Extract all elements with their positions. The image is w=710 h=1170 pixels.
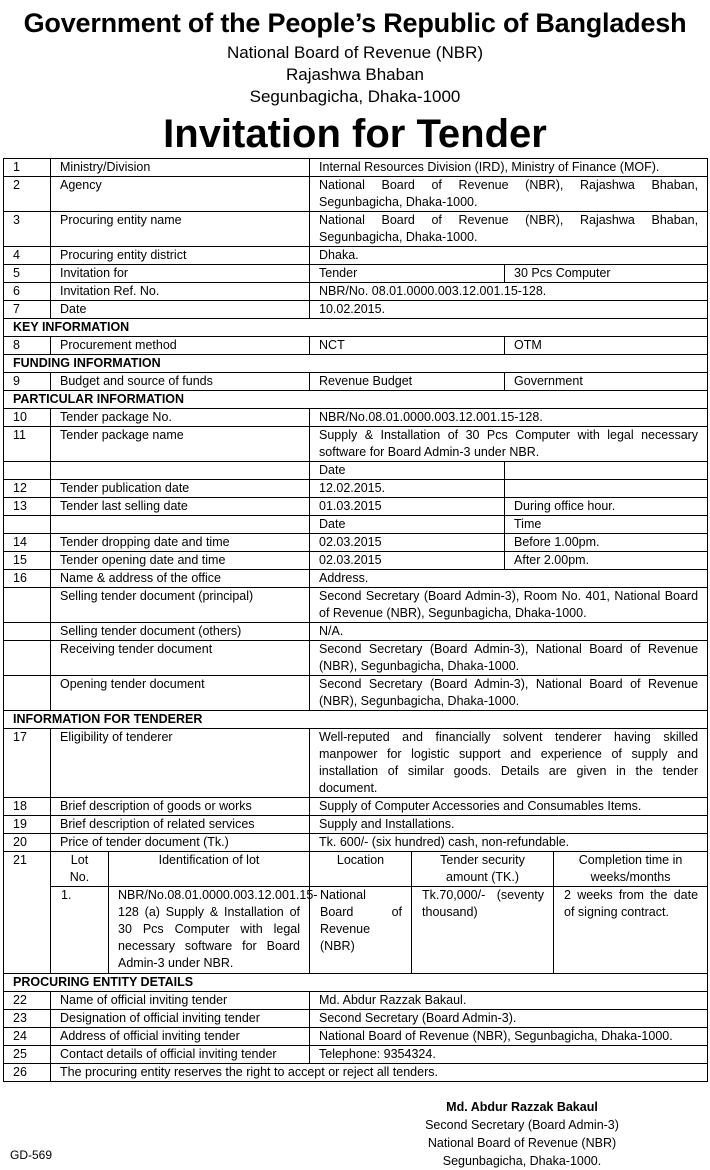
section-heading: PARTICULAR INFORMATION	[4, 391, 708, 409]
table-row: 9 Budget and source of funds Revenue Budget Government	[4, 373, 708, 391]
table-row: Opening tender document Second Secretary (Board Admin-3), National Board of Revenue (NBR), Segunbagicha, Dhaka-1000.	[4, 676, 708, 711]
table-row: 16 Name & address of the office Address.	[4, 570, 708, 588]
table-row: 3 Procuring entity name National Board of Revenue (NBR), Rajashwa Bhaban, Segunbagicha, Dhaka-1000.	[4, 212, 708, 247]
signatory-name: Md. Abdur Razzak Bakaul	[446, 1100, 598, 1114]
table-row: 14 Tender dropping date and time 02.03.2015 Before 1.00pm.	[4, 534, 708, 552]
table-row: 19 Brief description of related services Supply and Installations.	[4, 816, 708, 834]
section-heading: PROCURING ENTITY DETAILS	[4, 974, 708, 992]
footer-code: GD-569	[10, 1148, 53, 1162]
table-row: 23 Designation of official inviting tender Second Secretary (Board Admin-3).	[4, 1010, 708, 1028]
signatory-designation: Second Secretary (Board Admin-3)	[425, 1118, 619, 1132]
table-row: 5 Invitation for Tender 30 Pcs Computer	[4, 265, 708, 283]
table-row: 15 Tender opening date and time 02.03.2015 After 2.00pm.	[4, 552, 708, 570]
table-row: 20 Price of tender document (Tk.) Tk. 600/- (six hundred) cash, non-refundable.	[4, 834, 708, 852]
table-row: 12 Tender publication date 12.02.2015.	[4, 480, 708, 498]
table-row: 26 The procuring entity reserves the right to accept or reject all tenders.	[4, 1064, 708, 1082]
table-row: 22 Name of official inviting tender Md. Abdur Razzak Bakaul.	[4, 992, 708, 1010]
board-name: National Board of Revenue (NBR)	[226, 43, 484, 62]
table-row: Selling tender document (principal) Second Secretary (Board Admin-3), Room No. 401, National Board of Revenue (NBR), Segunbagicha, Dhaka-1000.	[4, 588, 708, 623]
building-name: Rajashwa Bhaban	[286, 65, 424, 84]
table-row: Date	[4, 462, 708, 480]
signatory-address: Segunbagicha, Dhaka-1000.	[442, 1154, 602, 1168]
government-title: Government of the People’s Republic of Bangladesh	[23, 8, 687, 38]
section-heading: FUNDING INFORMATION	[4, 355, 708, 373]
page-title: Invitation for Tender	[163, 112, 547, 156]
section-heading: KEY INFORMATION	[4, 319, 708, 337]
table-row: 18 Brief description of goods or works Supply of Computer Accessories and Consumables Items.	[4, 798, 708, 816]
lot-row: 1. NBR/No.08.01.0000.003.12.001.15-128 (a) Supply & Installation of 30 Pcs Computer with legal necessary software for Board Admin-3 under NBR. National Board of Revenue (NBR) Tk.70,000/- (seventy thousand) 2 weeks from the date of signing contract.	[4, 887, 708, 974]
table-row: 13 Tender last selling date 01.03.2015 During office hour.	[4, 498, 708, 516]
table-row: 4 Procuring entity district Dhaka.	[4, 247, 708, 265]
signature-block	[410, 1098, 634, 1170]
table-row: 11 Tender package name Supply & Installation of 30 Pcs Computer with legal necessary software for Board Admin-3 under NBR.	[4, 427, 708, 462]
table-row: 8 Procurement method NCT OTM	[4, 337, 708, 355]
table-row: Selling tender document (others) N/A.	[4, 623, 708, 641]
document-header	[0, 4, 710, 158]
tender-table	[3, 158, 708, 1082]
signatory-org: National Board of Revenue (NBR)	[427, 1136, 617, 1150]
table-row: 17 Eligibility of tenderer Well-reputed and financially solvent tenderer having skilled manpower for logistic support and experience of supply and installation of similar goods. Details are given in the tender document.	[4, 729, 708, 798]
table-row: Date Time	[4, 516, 708, 534]
lot-header-row: 21 Lot No. Identification of lot Location Tender security amount (TK.) Completion time in weeks/months	[4, 852, 708, 887]
table-row: Receiving tender document Second Secretary (Board Admin-3), National Board of Revenue (NBR), Segunbagicha, Dhaka-1000.	[4, 641, 708, 676]
table-row: 1 Ministry/Division Internal Resources Division (IRD), Ministry of Finance (MOF).	[4, 159, 708, 177]
table-row: 6 Invitation Ref. No. NBR/No. 08.01.0000.003.12.001.15-128.	[4, 283, 708, 301]
table-row: 7 Date 10.02.2015.	[4, 301, 708, 319]
table-row: 25 Contact details of official inviting tender Telephone: 9354324.	[4, 1046, 708, 1064]
table-row: 24 Address of official inviting tender National Board of Revenue (NBR), Segunbagicha, Dhaka-1000.	[4, 1028, 708, 1046]
table-row: 10 Tender package No. NBR/No.08.01.0000.003.12.001.15-128.	[4, 409, 708, 427]
board-address: Segunbagicha, Dhaka-1000	[249, 87, 461, 106]
section-heading: INFORMATION FOR TENDERER	[4, 711, 708, 729]
table-row: 2 Agency National Board of Revenue (NBR), Rajashwa Bhaban, Segunbagicha, Dhaka-1000.	[4, 177, 708, 212]
